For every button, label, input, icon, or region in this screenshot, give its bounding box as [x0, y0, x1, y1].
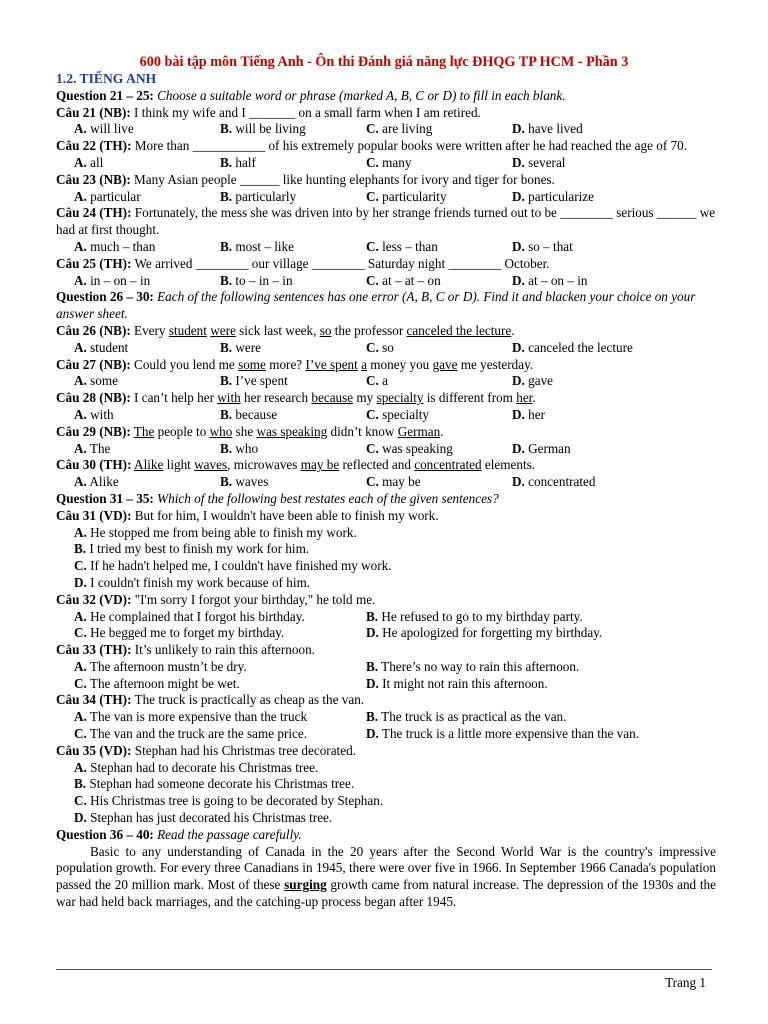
question-32 [56, 592, 716, 609]
options-row [56, 726, 716, 743]
option-d[interactable]: D. I couldn't finish my work because of him. [74, 574, 311, 590]
option-c[interactable]: C. was speaking [366, 440, 453, 456]
question-35 [56, 743, 716, 760]
option-a[interactable]: A. Stephan had to decorate his Christmas tree. [74, 759, 319, 775]
option-a[interactable]: A. The van is more expensive than the truck [74, 709, 308, 725]
group-number: Question 21 – 25: [56, 87, 154, 103]
option-b[interactable]: B. I tried my best to finish my work for him. [74, 541, 310, 557]
option-a[interactable]: A. particular [74, 188, 141, 204]
question-number: Câu 29 (NB): [56, 423, 131, 439]
question-group-heading [56, 491, 716, 508]
question-34 [56, 692, 716, 709]
options-row [56, 373, 716, 390]
option-c[interactable]: C. are living [366, 121, 433, 137]
question-text: I think my wife and I _______ on a small farm when I am retired. [134, 104, 481, 120]
option-d[interactable]: D. Stephan has just decorated his Christmas tree. [74, 810, 333, 826]
options-row [56, 709, 716, 726]
option-a[interactable]: A. The [74, 440, 111, 456]
group-number: Question 26 – 30: [56, 289, 154, 305]
option-a[interactable]: A. will live [74, 121, 134, 137]
option-d[interactable]: D. concentrated [512, 474, 596, 490]
question-group-heading [56, 827, 716, 844]
question-30 [56, 457, 716, 474]
option-c[interactable]: C. a [366, 373, 388, 389]
question-number: Câu 25 (TH): [56, 255, 132, 271]
options-row [56, 340, 716, 357]
question-number: Câu 35 (VD): [56, 742, 132, 758]
question-text: Alike light waves, microwaves may be reflected and concentrated elements. [134, 457, 536, 473]
option-d[interactable]: D. particularize [512, 188, 595, 204]
option-a[interactable]: A. all [74, 154, 104, 170]
group-instruction: Which of the following best restates each of the given sentences? [157, 490, 499, 506]
options-row [56, 121, 716, 138]
question-23 [56, 172, 716, 189]
options-row [56, 625, 716, 642]
option-d[interactable]: D. so – that [512, 238, 573, 254]
group-instruction: Each of the following sentences has one error (A, B, C or D). Find it and blacken your choice on your answer sheet. [56, 289, 696, 322]
group-number: Question 31 – 35: [56, 490, 154, 506]
option-d[interactable]: D. gave [512, 373, 554, 389]
question-25 [56, 256, 716, 273]
option-b[interactable]: B. will be living [220, 121, 306, 137]
question-24 [56, 205, 716, 239]
option-a[interactable]: A. The afternoon mustn’t be dry. [74, 658, 247, 674]
option-c[interactable]: C. so [366, 339, 394, 355]
question-text: More than ___________ of his extremely popular books were written after he had reached the age of 70. [134, 138, 687, 154]
option-c[interactable]: C. The van and the truck are the same price. [74, 726, 308, 742]
question-text: We arrived ________ our village ________ Saturday night ________ October. [134, 255, 550, 271]
option-d[interactable]: D. several [512, 154, 566, 170]
option-a[interactable]: A. student [74, 339, 129, 355]
question-group-heading [56, 88, 716, 105]
options-row [56, 189, 716, 206]
question-22 [56, 138, 716, 155]
question-text: It’s unlikely to rain this afternoon. [134, 642, 315, 658]
question-text: Every student were sick last week, so the professor canceled the lecture. [134, 322, 515, 338]
options-row [56, 273, 716, 290]
option-b[interactable]: B. I’ve spent [220, 373, 288, 389]
question-29 [56, 424, 716, 441]
question-group-heading [56, 289, 716, 323]
option-d[interactable]: D. The truck is a little more expensive than the van. [366, 726, 639, 742]
question-21 [56, 105, 716, 122]
question-text: "I'm sorry I forgot your birthday," he told me. [134, 591, 376, 607]
question-number: Câu 33 (TH): [56, 642, 132, 658]
question-number: Câu 22 (TH): [56, 138, 132, 154]
option-c[interactable]: C. many [366, 154, 412, 170]
option-b[interactable]: B. The truck is as practical as the van. [366, 709, 567, 725]
option-b[interactable]: B. who [220, 440, 259, 456]
option-a[interactable]: A. in – on – in [74, 272, 151, 288]
question-33 [56, 642, 716, 659]
question-27 [56, 357, 716, 374]
question-number: Câu 32 (VD): [56, 591, 132, 607]
group-instruction: Choose a suitable word or phrase (marked A, B, C or D) to fill in each blank. [157, 87, 566, 103]
options-row [56, 474, 716, 491]
page-number: Trang 1 [665, 975, 706, 990]
question-text: Could you lend me some more? I’ve spent a money you gave me yesterday. [134, 356, 534, 372]
question-number: Câu 34 (TH): [56, 692, 132, 708]
question-text: The truck is practically as cheap as the van. [134, 692, 365, 708]
option-b[interactable]: B. half [220, 154, 256, 170]
option-c[interactable]: C. specialty [366, 406, 429, 422]
question-number: Câu 24 (TH): [56, 205, 132, 221]
option-c[interactable]: C. at – at – on [366, 272, 441, 288]
option-b[interactable]: B. were [220, 339, 262, 355]
options-row [56, 155, 716, 172]
question-31 [56, 508, 716, 525]
question-number: Câu 21 (NB): [56, 104, 131, 120]
option-a[interactable]: A. some [74, 373, 118, 389]
options-row [56, 239, 716, 256]
question-number: Câu 31 (VD): [56, 507, 132, 523]
option-c[interactable]: C. particularity [366, 188, 447, 204]
group-instruction: Read the passage carefully. [157, 826, 302, 842]
footer-divider [56, 969, 712, 970]
question-text: Many Asian people ______ like hunting elephants for ivory and tiger for bones. [134, 171, 555, 187]
option-b[interactable]: B. waves [220, 474, 269, 490]
question-text: The people to who she was speaking didn’t know German. [133, 423, 444, 439]
question-text: Fortunately, the mess she was driven into by her strange friends turned out to be ________ serious ______ we had at first thought. [56, 205, 716, 238]
options-row [56, 441, 716, 458]
document-title: 600 bài tập môn Tiếng Anh - Ôn thi Đánh giá năng lực ĐHQG TP HCM - Phần 3 [139, 54, 629, 70]
option-b[interactable]: B. most – like [220, 238, 295, 254]
option-b[interactable]: B. There’s no way to rain this afternoon. [366, 658, 580, 674]
option-d[interactable]: D. at – on – in [512, 272, 588, 288]
options-row [56, 609, 716, 626]
option-b[interactable]: B. particularly [220, 188, 297, 204]
option-c[interactable]: C. The afternoon might be wet. [74, 675, 240, 691]
option-c[interactable]: C. less – than [366, 238, 438, 254]
question-text: I can’t help her with her research because my specialty is different from her. [134, 390, 536, 406]
question-text: Stephan had his Christmas tree decorated. [134, 742, 356, 758]
option-b[interactable]: B. He refused to go to my birthday party. [366, 608, 583, 624]
option-d[interactable]: D. He apologized for forgetting my birthday. [366, 625, 603, 641]
option-b[interactable]: B. because [220, 406, 278, 422]
option-b[interactable]: B. to – in – in [220, 272, 293, 288]
question-28 [56, 390, 716, 407]
document-content [56, 71, 716, 911]
option-c[interactable]: C. may be [366, 474, 421, 490]
question-number: Câu 30 (TH): [56, 457, 132, 473]
option-b[interactable]: B. Stephan had someone decorate his Christmas tree. [74, 776, 355, 792]
option-a[interactable]: A. much – than [74, 238, 156, 254]
options-row [56, 676, 716, 693]
question-text: But for him, I wouldn't have been able to finish my work. [134, 507, 439, 523]
option-d[interactable]: D. It might not rain this afternoon. [366, 675, 548, 691]
option-a[interactable]: A. He complained that I forgot his birthday. [74, 608, 305, 624]
option-d[interactable]: D. canceled the lecture [512, 339, 633, 355]
group-number: Question 36 – 40: [56, 826, 154, 842]
option-c[interactable]: C. He begged me to forget my birthday. [74, 625, 285, 641]
option-c[interactable]: C. His Christmas tree is going to be decorated by Stephan. [74, 793, 384, 809]
option-d[interactable]: D. German [512, 440, 571, 456]
option-c[interactable]: C. If he hadn't helped me, I couldn't have finished my work. [74, 558, 392, 574]
option-a[interactable]: A. He stopped me from being able to finish my work. [74, 524, 357, 540]
question-number: Câu 23 (NB): [56, 171, 131, 187]
options-row [56, 407, 716, 424]
question-number: Câu 28 (NB): [56, 390, 131, 406]
question-number: Câu 26 (NB): [56, 322, 131, 338]
option-d[interactable]: D. her [512, 406, 545, 422]
option-a[interactable]: A. with [74, 406, 114, 422]
option-d[interactable]: D. have lived [512, 121, 583, 137]
option-a[interactable]: A. Alike [74, 474, 119, 490]
question-26 [56, 323, 716, 340]
section-heading: 1.2. TIẾNG ANH [56, 71, 157, 86]
question-number: Câu 27 (NB): [56, 356, 131, 372]
highlighted-word: surging [284, 877, 327, 893]
options-row [56, 659, 716, 676]
reading-passage: Basic to any understanding of Canada in the 20 years after the Second World War is the country's impressive population growth. For every three Canadians in 1945, there were over five in 1966. In September 1966 Canada's population passed the 20 million mark. Most of these surging growth came from natural increase. The depression of the 1930s and the war had held back marriages, and the catching-up process began after 1945. [56, 843, 716, 910]
